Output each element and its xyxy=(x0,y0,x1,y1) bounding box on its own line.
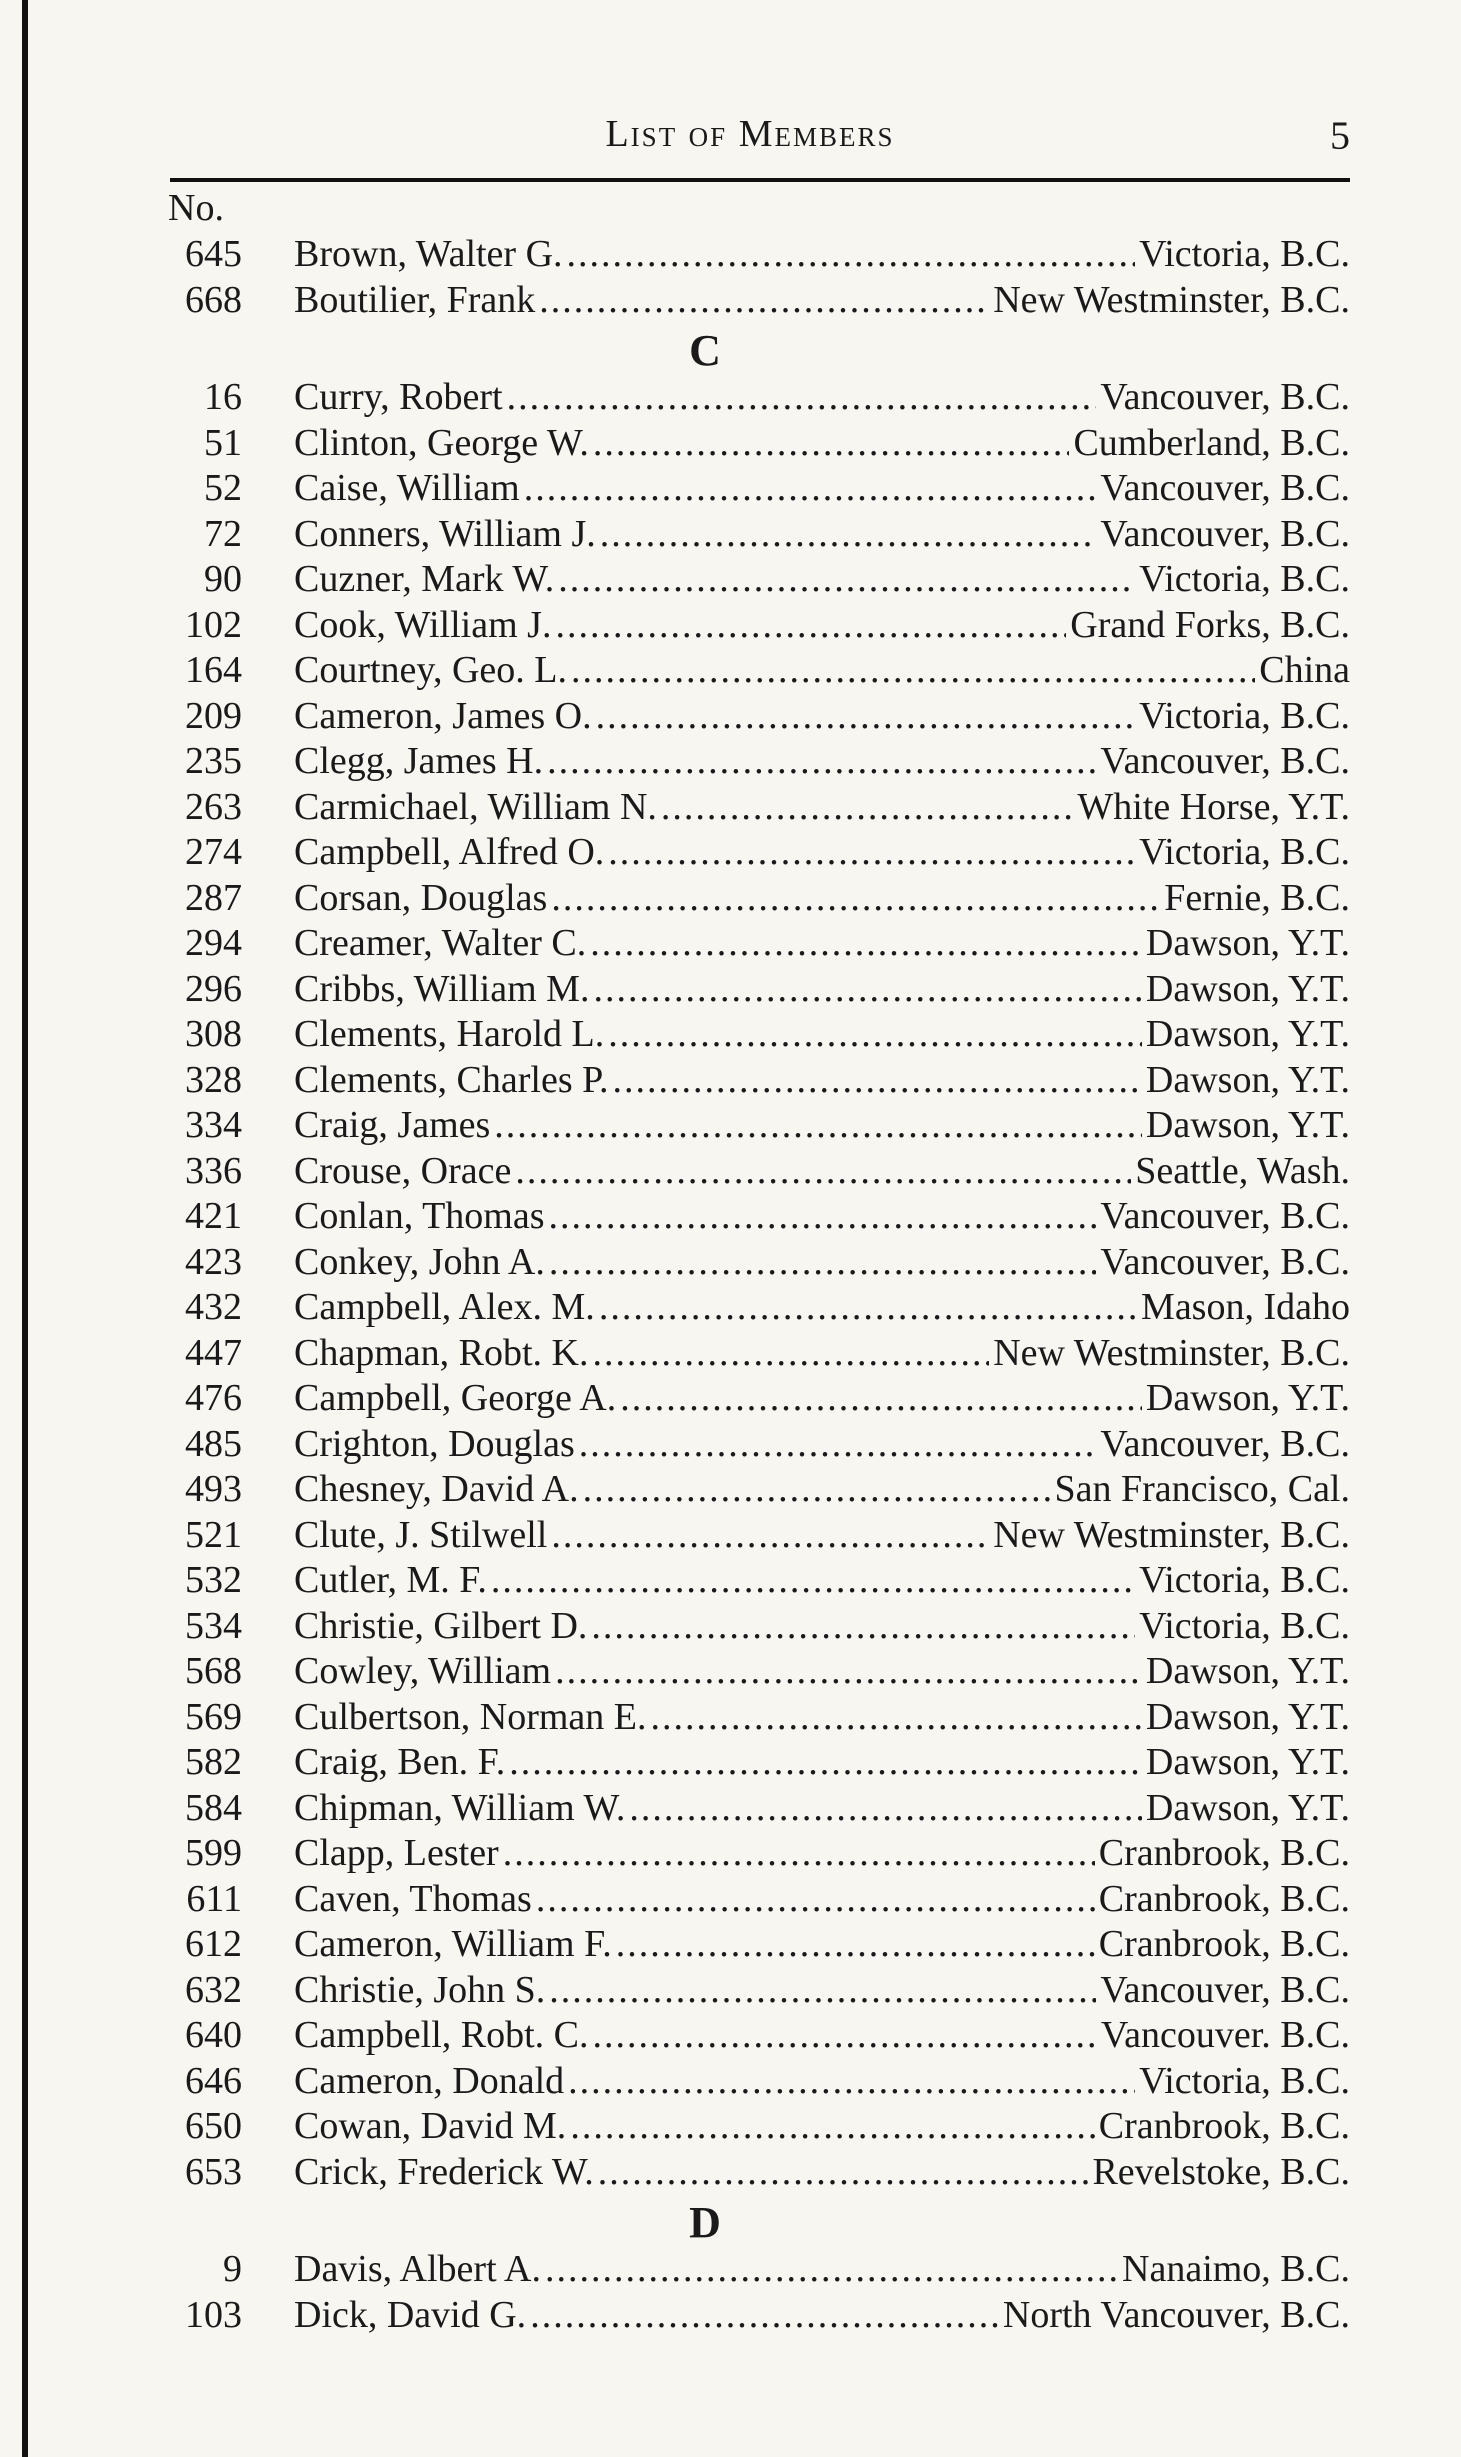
member-name: Campbell, Alfred O. xyxy=(294,831,605,873)
member-number: 296 xyxy=(185,967,242,1010)
member-row xyxy=(150,603,1350,648)
leader-dots xyxy=(491,1558,1135,1603)
member-row xyxy=(150,1058,1350,1103)
leader-dots xyxy=(579,1422,1097,1467)
leader-dots xyxy=(599,1285,1137,1330)
member-name: Clegg, James H. xyxy=(294,740,544,782)
member-name: Creamer, Walter C. xyxy=(294,922,587,964)
leader-dots xyxy=(616,1922,1095,1967)
leader-dots xyxy=(592,1331,989,1376)
page-title: List of Members xyxy=(605,113,895,155)
leader-dots xyxy=(549,1194,1097,1239)
member-name: Crighton, Douglas xyxy=(294,1422,575,1465)
member-name: Campbell, George A. xyxy=(294,1377,617,1419)
member-row xyxy=(150,1012,1350,1057)
leader-dots xyxy=(494,1103,1142,1148)
member-row xyxy=(150,785,1350,830)
member-location: Dawson, Y.T. xyxy=(1145,922,1350,964)
header-rule xyxy=(170,178,1350,182)
member-location: China xyxy=(1259,649,1350,691)
member-name: Chapman, Robt. K. xyxy=(294,1331,589,1374)
leader-dots xyxy=(539,278,989,323)
member-location: Vancouver, B.C. xyxy=(1100,467,1350,509)
member-number: 650 xyxy=(185,2105,242,2147)
member-name: Christie, Gilbert D. xyxy=(294,1604,588,1647)
member-location: Mason, Idaho xyxy=(1141,1286,1350,1328)
member-name: Conners, William J. xyxy=(294,512,596,555)
member-number: 9 xyxy=(223,2248,242,2290)
leader-dots xyxy=(608,1012,1142,1057)
member-number: 612 xyxy=(185,1923,242,1965)
member-name: Conkey, John A. xyxy=(294,1240,545,1283)
member-location: Victoria, B.C. xyxy=(1139,233,1350,275)
member-location: Victoria, B.C. xyxy=(1139,694,1350,737)
member-number: 336 xyxy=(185,1149,242,1192)
leader-dots xyxy=(629,1786,1142,1831)
member-row xyxy=(150,1194,1350,1239)
member-number: 611 xyxy=(186,1877,242,1920)
member-location: Vancouver, B.C. xyxy=(1100,376,1350,418)
page-number: 5 xyxy=(1330,113,1350,158)
member-row xyxy=(150,1376,1350,1421)
member-row xyxy=(150,1740,1350,1785)
member-name: Campbell, Robt. C. xyxy=(294,2014,589,2056)
member-name: Campbell, Alex. M. xyxy=(294,1286,595,1328)
member-row xyxy=(150,1922,1350,1967)
leader-dots xyxy=(567,232,1136,277)
member-name: Cribbs, William M. xyxy=(294,967,590,1010)
member-number: 308 xyxy=(185,1013,242,1055)
member-row xyxy=(150,2013,1350,2058)
member-name: Brown, Walter G. xyxy=(294,233,563,275)
member-number: 51 xyxy=(204,421,242,464)
member-row xyxy=(150,1149,1350,1194)
leader-dots xyxy=(507,375,1097,420)
member-location: New Westminster, B.C. xyxy=(993,1513,1350,1556)
member-name: Cameron, William F. xyxy=(294,1923,612,1965)
member-location: Dawson, Y.T. xyxy=(1145,1741,1350,1783)
member-location: Vancouver, B.C. xyxy=(1100,1422,1350,1465)
member-row xyxy=(150,2247,1350,2292)
member-location: Victoria, B.C. xyxy=(1139,1604,1350,1647)
leader-dots xyxy=(536,1877,1095,1922)
member-location: Victoria, B.C. xyxy=(1139,2059,1350,2102)
leader-dots xyxy=(530,2293,999,2338)
member-location: White Horse, Y.T. xyxy=(1077,785,1350,828)
member-name: Courtney, Geo. L. xyxy=(294,649,567,691)
leader-dots xyxy=(549,1968,1096,2013)
member-number: 640 xyxy=(185,2014,242,2056)
member-number: 432 xyxy=(185,1286,242,1328)
member-row xyxy=(150,694,1350,739)
member-row xyxy=(150,1558,1350,1603)
member-name: Cook, William J. xyxy=(294,603,552,646)
member-number: 102 xyxy=(185,603,242,646)
member-number: 103 xyxy=(185,2293,242,2336)
member-location: Vancouver, B.C. xyxy=(1100,512,1350,555)
leader-dots xyxy=(593,967,1141,1012)
member-name: Conlan, Thomas xyxy=(294,1195,545,1237)
member-row xyxy=(150,1285,1350,1330)
member-location: Cranbrook, B.C. xyxy=(1098,1832,1350,1874)
member-name: Dick, David G. xyxy=(294,2293,527,2336)
member-location: Dawson, Y.T. xyxy=(1145,967,1350,1010)
member-number: 52 xyxy=(204,467,242,509)
member-number: 584 xyxy=(185,1786,242,1829)
member-number: 328 xyxy=(185,1058,242,1101)
leader-dots xyxy=(600,512,1097,557)
member-number: 493 xyxy=(185,1468,242,1510)
member-row xyxy=(150,1103,1350,1148)
leader-dots xyxy=(545,2247,1118,2292)
member-row xyxy=(150,1877,1350,1922)
member-number: 263 xyxy=(185,785,242,828)
member-row xyxy=(150,1968,1350,2013)
member-number: 421 xyxy=(185,1195,242,1237)
member-row xyxy=(150,967,1350,1012)
member-number: 645 xyxy=(185,233,242,275)
member-number: 423 xyxy=(185,1240,242,1283)
member-number: 532 xyxy=(185,1559,242,1601)
leader-dots xyxy=(551,1513,989,1558)
member-row xyxy=(150,1467,1350,1512)
member-location: Vancouver, B.C. xyxy=(1100,740,1350,782)
member-number: 287 xyxy=(185,876,242,919)
member-location: Victoria, B.C. xyxy=(1139,1559,1350,1601)
member-location: North Vancouver, B.C. xyxy=(1002,2293,1350,2336)
member-number: 447 xyxy=(185,1331,242,1374)
leader-dots xyxy=(524,466,1097,511)
member-row xyxy=(150,466,1350,511)
leader-dots xyxy=(620,1376,1142,1421)
leader-dots xyxy=(661,785,1073,830)
member-name: Christie, John S. xyxy=(294,1968,546,2011)
member-location: Victoria, B.C. xyxy=(1139,831,1350,873)
column-header-no: No. xyxy=(168,187,224,229)
member-number: 274 xyxy=(185,831,242,873)
member-location: Dawson, Y.T. xyxy=(1145,1013,1350,1055)
member-number: 90 xyxy=(204,558,242,600)
member-name: Boutilier, Frank xyxy=(294,278,536,321)
member-number: 16 xyxy=(204,376,242,418)
member-location: Dawson, Y.T. xyxy=(1145,1786,1350,1829)
member-name: Davis, Albert A. xyxy=(294,2248,541,2290)
member-location: Vancouver. B.C. xyxy=(1100,2014,1350,2056)
leader-dots xyxy=(547,739,1096,784)
leader-dots xyxy=(593,2013,1097,2058)
member-row xyxy=(150,375,1350,420)
member-location: Vancouver, B.C. xyxy=(1100,1240,1350,1283)
member-location: Cranbrook, B.C. xyxy=(1098,1877,1350,1920)
member-row xyxy=(150,1695,1350,1740)
member-row xyxy=(150,2059,1350,2104)
member-name: Caven, Thomas xyxy=(294,1877,532,1920)
leader-dots xyxy=(568,2059,1135,2104)
member-location: Dawson, Y.T. xyxy=(1145,1104,1350,1146)
member-number: 235 xyxy=(185,740,242,782)
leader-dots xyxy=(549,1240,1096,1285)
member-row xyxy=(150,278,1350,323)
member-row xyxy=(150,421,1350,466)
member-row xyxy=(150,232,1350,277)
member-name: Cutler, M. F. xyxy=(294,1559,487,1601)
binding-edge xyxy=(22,0,28,2457)
member-name: Chesney, David A. xyxy=(294,1468,579,1510)
leader-dots xyxy=(596,694,1135,739)
member-location: Cranbrook, B.C. xyxy=(1098,2105,1350,2147)
leader-dots xyxy=(608,830,1135,875)
member-name: Corsan, Douglas xyxy=(294,876,548,919)
member-row xyxy=(150,739,1350,784)
member-name: Cameron, Donald xyxy=(294,2059,565,2102)
member-number: 534 xyxy=(185,1604,242,1647)
member-row xyxy=(150,876,1350,921)
member-row xyxy=(150,1831,1350,1876)
member-row xyxy=(150,2150,1350,2195)
leader-dots xyxy=(570,2104,1094,2149)
member-number: 294 xyxy=(185,922,242,964)
member-name: Chipman, William W. xyxy=(294,1786,626,1829)
member-location: Vancouver, B.C. xyxy=(1100,1968,1350,2011)
member-location: Victoria, B.C. xyxy=(1139,558,1350,600)
member-name: Caise, William xyxy=(294,467,520,509)
member-name: Craig, Ben. F. xyxy=(294,1741,506,1783)
member-number: 569 xyxy=(185,1695,242,1738)
member-number: 485 xyxy=(185,1422,242,1465)
leader-dots xyxy=(555,1649,1142,1694)
leader-dots xyxy=(558,557,1135,602)
member-name: Cameron, James O. xyxy=(294,694,592,737)
member-location: Nanaimo, B.C. xyxy=(1122,2248,1350,2290)
member-number: 582 xyxy=(185,1741,242,1783)
member-location: San Francisco, Cal. xyxy=(1054,1468,1350,1510)
leader-dots xyxy=(515,1149,1131,1194)
member-row xyxy=(150,1513,1350,1558)
member-name: Curry, Robert xyxy=(294,376,503,418)
member-location: Dawson, Y.T. xyxy=(1145,1058,1350,1101)
member-row xyxy=(150,1422,1350,1467)
leader-dots xyxy=(651,1695,1142,1740)
member-row xyxy=(150,830,1350,875)
leader-dots xyxy=(613,1058,1142,1103)
member-name: Crouse, Orace xyxy=(294,1149,512,1192)
section-letter-heading: D xyxy=(689,2198,721,2247)
member-location: Seattle, Wash. xyxy=(1135,1149,1350,1192)
member-row xyxy=(150,557,1350,602)
member-name: Cowley, William xyxy=(294,1650,552,1692)
leader-dots xyxy=(551,876,1160,921)
member-number: 476 xyxy=(185,1377,242,1419)
leader-dots xyxy=(583,1467,1051,1512)
leader-dots xyxy=(555,603,1066,648)
member-location: New Westminster, B.C. xyxy=(993,278,1350,321)
member-location: Dawson, Y.T. xyxy=(1145,1695,1350,1738)
member-location: Dawson, Y.T. xyxy=(1145,1377,1350,1419)
member-name: Culbertson, Norman E. xyxy=(294,1695,647,1738)
leader-dots xyxy=(509,1740,1142,1785)
running-header xyxy=(150,112,1350,168)
member-location: Dawson, Y.T. xyxy=(1145,1650,1350,1692)
member-row xyxy=(150,1331,1350,1376)
leader-dots xyxy=(590,921,1142,966)
member-name: Clements, Harold L. xyxy=(294,1013,605,1055)
member-number: 568 xyxy=(185,1650,242,1692)
member-number: 521 xyxy=(185,1513,242,1556)
member-row xyxy=(150,1240,1350,1285)
leader-dots xyxy=(591,1604,1135,1649)
member-name: Cuzner, Mark W. xyxy=(294,558,555,600)
member-location: Grand Forks, B.C. xyxy=(1070,603,1350,646)
section-letter-heading: C xyxy=(689,326,721,375)
member-name: Clapp, Lester xyxy=(294,1832,499,1874)
member-name: Carmichael, William N. xyxy=(294,785,657,828)
member-row xyxy=(150,2104,1350,2149)
member-number: 653 xyxy=(185,2150,242,2193)
member-number: 164 xyxy=(185,649,242,691)
member-number: 72 xyxy=(204,512,242,555)
member-number: 668 xyxy=(185,278,242,321)
leader-dots xyxy=(503,1831,1095,1876)
member-name: Crick, Frederick W. xyxy=(294,2150,594,2193)
member-name: Craig, James xyxy=(294,1104,491,1146)
member-location: Cranbrook, B.C. xyxy=(1098,1923,1350,1965)
member-location: Vancouver, B.C. xyxy=(1100,1195,1350,1237)
member-location: Cumberland, B.C. xyxy=(1073,421,1350,464)
member-number: 334 xyxy=(185,1104,242,1146)
member-name: Cowan, David M. xyxy=(294,2105,567,2147)
member-row xyxy=(150,2293,1350,2338)
member-row xyxy=(150,1786,1350,1831)
member-name: Clements, Charles P. xyxy=(294,1058,609,1101)
member-row xyxy=(150,512,1350,557)
member-location: Fernie, B.C. xyxy=(1164,876,1350,919)
member-row xyxy=(150,648,1350,693)
member-location: New Westminster, B.C. xyxy=(993,1331,1350,1374)
member-row xyxy=(150,1604,1350,1649)
member-number: 632 xyxy=(185,1968,242,2011)
member-number: 599 xyxy=(185,1832,242,1874)
member-row xyxy=(150,921,1350,966)
member-location: Revelstoke, B.C. xyxy=(1092,2150,1350,2193)
member-number: 209 xyxy=(185,694,242,737)
leader-dots xyxy=(598,2150,1089,2195)
member-number: 646 xyxy=(185,2059,242,2102)
member-name: Clute, J. Stilwell xyxy=(294,1513,548,1556)
member-name: Clinton, George W. xyxy=(294,421,589,464)
leader-dots xyxy=(571,648,1255,693)
leader-dots xyxy=(593,421,1070,466)
member-row xyxy=(150,1649,1350,1694)
